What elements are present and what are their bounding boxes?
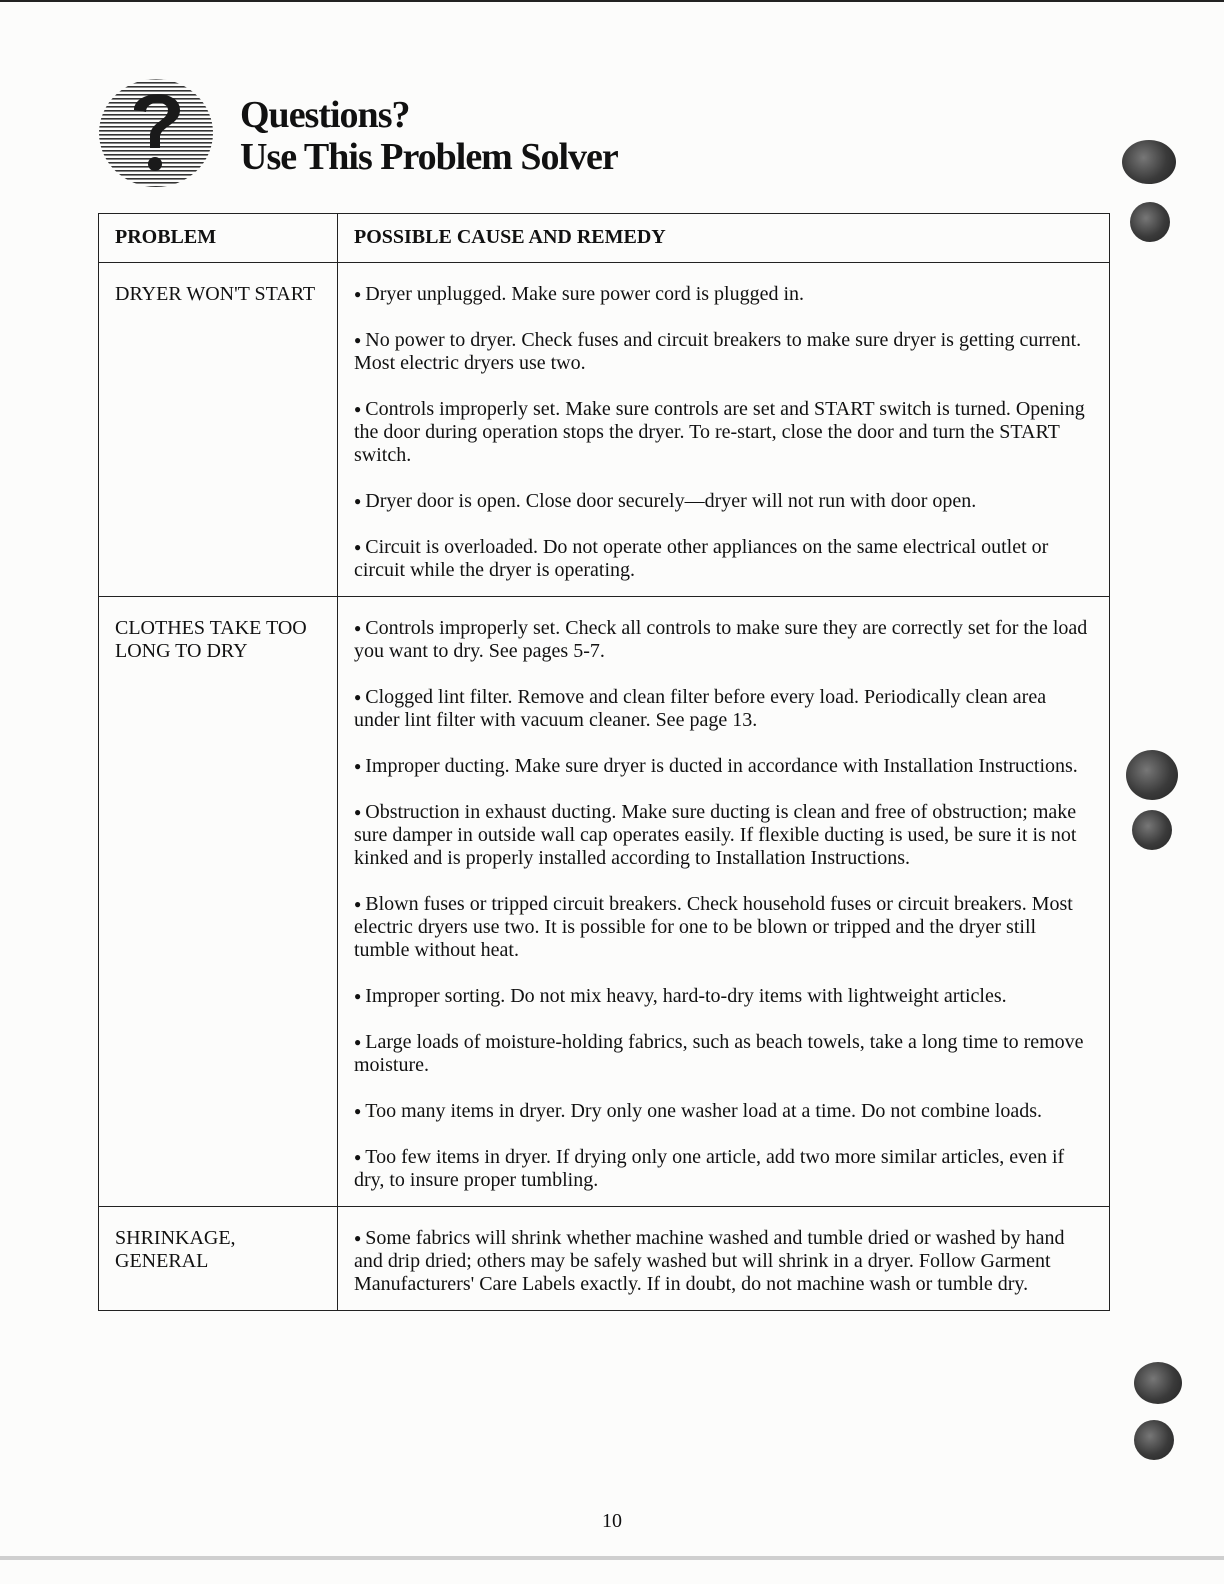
remedy-item: [354, 617, 1093, 663]
bullet-icon: ●: [354, 333, 362, 347]
bottom-border-line: [0, 1556, 1224, 1560]
remedy-text: Obstruction in exhaust ducting. Make sure ducting is clean and free of obstruction; make sure damper in outside wall cap operates easily. If flexible ducting is used, be sure it is not kinked and is properly installed according to Installation Instructions.: [354, 801, 1077, 869]
bullet-icon: ●: [354, 540, 362, 554]
remedy-text: No power to dryer. Check fuses and circuit breakers to make sure dryer is getting current. Most electric dryers use two.: [354, 329, 1082, 374]
question-mark-icon: [96, 74, 216, 192]
problem-column-header: PROBLEM: [99, 214, 338, 263]
remedy-item: [354, 329, 1093, 375]
bullet-icon: ●: [354, 805, 362, 819]
remedy-text: Too few items in dryer. If drying only one article, add two more similar articles, even if dry, to insure proper tumbling.: [354, 1146, 1065, 1191]
bullet-icon: ●: [354, 1035, 362, 1049]
remedy-item: [354, 1227, 1093, 1296]
binder-hole: [1122, 140, 1176, 184]
page-number: 10: [602, 1510, 622, 1532]
remedy-text: Improper sorting. Do not mix heavy, hard-to-dry items with lightweight articles.: [365, 985, 1007, 1007]
remedy-item: [354, 985, 1093, 1008]
bullet-icon: ●: [354, 690, 362, 704]
remedy-item: [354, 1031, 1093, 1077]
remedy-text: Clogged lint filter. Remove and clean filter before every load. Periodically clean area under lint filter with vacuum cleaner. See page 13.: [354, 686, 1047, 731]
problem-solver-table: [98, 213, 1110, 1311]
remedy-text: Too many items in dryer. Dry only one washer load at a time. Do not combine loads.: [365, 1100, 1043, 1122]
bullet-icon: ●: [354, 1150, 362, 1164]
remedy-item: [354, 283, 1093, 306]
problem-cell: CLOTHES TAKE TOO LONG TO DRY: [99, 597, 338, 1207]
bullet-icon: ●: [354, 402, 362, 416]
problem-cell: SHRINKAGE, GENERAL: [99, 1207, 338, 1311]
binder-hole: [1126, 750, 1178, 800]
remedy-item: [354, 893, 1093, 962]
bullet-icon: ●: [354, 621, 362, 635]
binder-hole: [1130, 202, 1170, 242]
page-title: [240, 94, 618, 178]
remedy-item: [354, 801, 1093, 870]
bullet-icon: ●: [354, 989, 362, 1003]
bullet-icon: ●: [354, 759, 362, 773]
remedy-item: [354, 536, 1093, 582]
remedy-item: [354, 1146, 1093, 1192]
remedy-text: Blown fuses or tripped circuit breakers. Check household fuses or circuit breakers. Most electric dryers use two. It is possible for one to be blown or tripped and the dryer still tumble without heat.: [354, 893, 1073, 961]
remedy-text: Controls improperly set. Make sure controls are set and START switch is turned. Opening the door during operation stops the dryer. To re-start, close the door and turn the START switch.: [354, 398, 1085, 466]
title-line-2: Use This Problem Solver: [240, 136, 618, 178]
table-row: [99, 1207, 1110, 1311]
remedy-item: [354, 686, 1093, 732]
problem-cell: DRYER WON'T START: [99, 263, 338, 597]
table-row: [99, 263, 1110, 597]
remedy-text: Controls improperly set. Check all controls to make sure they are correctly set for the load you want to dry. See pages 5-7.: [354, 617, 1088, 662]
remedy-column-header: POSSIBLE CAUSE AND REMEDY: [338, 214, 1110, 263]
remedy-cell: [338, 1207, 1110, 1311]
binder-hole: [1134, 1420, 1174, 1460]
remedy-item: [354, 1100, 1093, 1123]
bullet-icon: ●: [354, 1104, 362, 1118]
table-row: [99, 597, 1110, 1207]
title-line-1: Questions?: [240, 94, 410, 136]
remedy-text: Dryer door is open. Close door securely—dryer will not run with door open.: [365, 490, 977, 512]
bullet-icon: ●: [354, 287, 362, 301]
remedy-item: [354, 398, 1093, 467]
remedy-text: Circuit is overloaded. Do not operate other appliances on the same electrical outlet or circuit while the dryer is operating.: [354, 536, 1049, 581]
remedy-text: Improper ducting. Make sure dryer is ducted in accordance with Installation Instructions.: [365, 755, 1078, 777]
table-header-row: [99, 214, 1110, 263]
remedy-text: Some fabrics will shrink whether machine washed and tumble dried or washed by hand and drip dried; others may be safely washed but will shrink in a dryer. Follow Garment Manufacturers' Care Labels exactly. If in doubt, do not machine wash or tumble dry.: [354, 1227, 1065, 1295]
top-border-line: [0, 0, 1224, 2]
remedy-text: Dryer unplugged. Make sure power cord is plugged in.: [365, 283, 805, 305]
remedy-item: [354, 755, 1093, 778]
binder-hole: [1132, 810, 1172, 850]
remedy-cell: [338, 597, 1110, 1207]
bullet-icon: ●: [354, 897, 362, 911]
bullet-icon: ●: [354, 1231, 362, 1245]
remedy-text: Large loads of moisture-holding fabrics, such as beach towels, take a long time to remove moisture.: [354, 1031, 1084, 1076]
remedy-item: [354, 490, 1093, 513]
binder-hole: [1134, 1362, 1182, 1404]
bullet-icon: ●: [354, 494, 362, 508]
remedy-cell: [338, 263, 1110, 597]
